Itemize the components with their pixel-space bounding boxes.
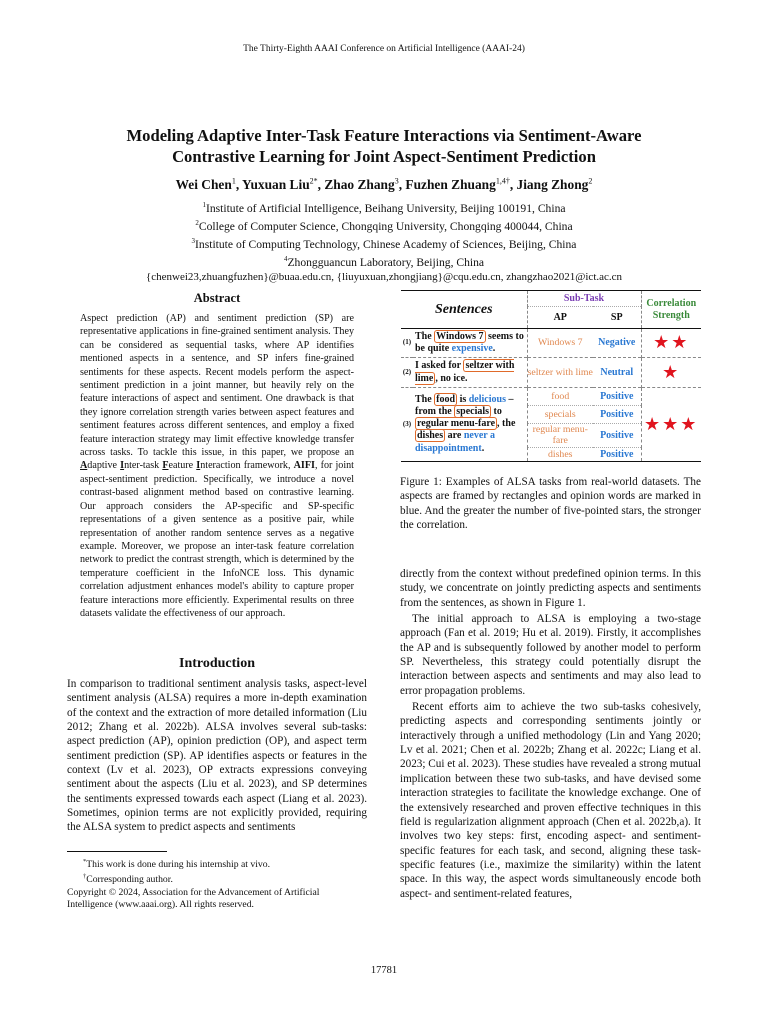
sp-value: Positive	[600, 429, 634, 441]
example-sentence: I asked for seltzer with lime , no ice.	[413, 358, 527, 387]
footnotes	[67, 856, 367, 911]
header-sentences: Sentences	[401, 291, 527, 329]
ap-value: food	[551, 390, 570, 402]
row-number: (2)	[402, 367, 412, 376]
star-icon: ★	[641, 358, 701, 387]
row-number: (3)	[401, 387, 413, 461]
aspect-box: regular menu-fare	[417, 418, 496, 430]
figure-1-caption: Figure 1: Examples of ALSA tasks from real-world datasets. The aspects are framed by rectangles and opinion words are marked in blue. And the greater the number of five-pointed stars, the stronger the correlation.	[400, 476, 701, 532]
title-line-1: Modeling Adaptive Inter-Task Feature Interactions via Sentiment-Aware	[126, 126, 642, 145]
footnote-rule	[67, 851, 167, 852]
example-row-1	[401, 329, 701, 358]
sp-value: Positive	[600, 408, 634, 420]
opinion-word: expensive	[451, 343, 493, 355]
conference-header: The Thirty-Eighth AAAI Conference on Artificial Intelligence (AAAI-24)	[243, 44, 525, 54]
footnote-corresponding: †Corresponding author.	[83, 873, 173, 886]
example-sentence: The food is delicious – from the specials to regular menu-fare , the dishes are never a disappointment.	[413, 387, 527, 461]
author-list	[40, 177, 728, 193]
header-sp: SP	[593, 307, 641, 329]
row-number: (1)	[402, 338, 412, 347]
author: Wei Chen$^1$,	[175, 177, 243, 193]
opinion-word: delicious	[468, 393, 506, 405]
affiliation: $^1$Institute of Artificial Intelligence, Beihang University, Beijing 100191, China	[202, 201, 566, 215]
author: Jiang Zhong$^2$	[516, 177, 593, 193]
introduction-body: In comparison to traditional sentiment analysis tasks, aspect-level sentiment analysis (ALSA) requires a more in-depth examination of the context and the extraction of more detailed information (Liu 2012; Zhang et al. 2022b). ALSA involves several sub-tasks: aspect prediction (AP), opinion prediction (OP), and aspect term sentiment prediction (SP). AP identifies aspects or features in the context (Lv et al. 2023), OP extracts expressions conveying sentiment about the aspects (Liu et al. 2023), and SP determines the sentiments expressed towards each aspect (Liang et al. 2023). Sometimes, opinion terms are not explicitly provided, requiring the ALSA system to predict aspects and sentiments	[67, 678, 367, 834]
author-emails: {chenwei23,zhuangfuzhen}@buaa.edu.cn, {liuyuxuan,zhongjiang}@cqu.edu.cn, zhangzhao2021@ict.ac.cn	[145, 271, 623, 284]
sp-value: Neutral	[600, 366, 634, 378]
header-correlation: Correlation Strength	[641, 291, 701, 329]
author: Yuxuan Liu$^{2*}$,	[242, 177, 325, 193]
abstract-heading: Abstract	[193, 291, 241, 305]
ap-value: regular menu-fare	[532, 423, 588, 447]
aspect-box: seltzer with lime	[415, 360, 515, 384]
example-sentence: The Windows 7 seems to be quite expensive.	[413, 329, 527, 358]
affiliation: $^2$College of Computer Science, Chongqing University, Chongqing 400044, China	[195, 219, 573, 233]
ap-value: specials	[544, 408, 576, 420]
affiliation: $^4$Zhongguancun Laboratory, Beijing, China	[283, 255, 485, 270]
copyright-notice: Copyright © 2024, Association for the Advancement of Artificial Intelligence (www.aaai.org). All rights reserved.	[67, 886, 320, 911]
example-row-3	[401, 387, 701, 405]
footnote-internship: *This work is done during his internship at vivo.	[83, 858, 271, 871]
ap-value: Windows 7	[537, 337, 583, 349]
paper-title	[60, 125, 708, 167]
framework-acronym: AIFI	[293, 460, 315, 472]
example-row-2	[401, 358, 701, 387]
right-column-body	[400, 567, 701, 901]
aspect-box: dishes	[417, 430, 444, 442]
ap-value: seltzer with lime	[527, 366, 593, 378]
affiliations	[40, 198, 728, 285]
star-icon: ★★	[641, 329, 701, 358]
page-number: 17781	[370, 965, 398, 976]
author: Zhao Zhang$^3$,	[324, 177, 406, 193]
abstract-body: Aspect prediction (AP) and sentiment prediction (SP) are representative applications in fine-grained sentiment analysis. They can be considered as sequential tasks, where AP identifies mentioned aspects in a sentence, and SP infers fine-grained sentiments for these aspects. Recent models perform the aspect-sentiment prediction in a joint manner, but heavily rely on the feature interactions of aspect and sentiment. One drawback is that they ignore correlation strength varies between aspect features and sentiment features across different sentences, and employ a fixed feature interaction strategy may limit effective knowledge transfer across tasks. To tackle this issue, in this paper, we propose an Adaptive Inter-task Feature Interaction framework, AIFI, for joint aspect-sentiment prediction. Specifically, we introduce a novel contrast-based alignment method based on contrastive learning. Our approach considers the AP-specific and SP-specific representations of a given sentence as a positive pair, while representation of another random sentence serves as a negative example. Moreover, we propose an inter-task feature correlation network to predict the contrast strength, which is determined by the temperature coefficient in the InfoNCE loss. This dynamic correlation adjustment enhances model's ability to capture proper feature interactions more efficiently. Experimental results on three datasets validate the effectiveness of our approach.	[80, 313, 354, 619]
ap-value: dishes	[548, 448, 573, 460]
sp-value: Negative	[598, 337, 636, 349]
paragraph: Recent efforts aim to achieve the two sub-tasks cohesively, predicting aspects and corresponding sentiments jointly or interactively through a unified methodology (Lin and Yang 2020; Lv et al. 2021; Chen et al. 2022b; Zhang et al. 2022c; Liang et al. 2023; Cui et al. 2023). These studies have revealed a strong mutual implication between these two sub-tasks, and have devised some interaction strategies to facilitate the knowledge exchange. One of the extensively researched and proven effective techniques in this field is regularization alignment approach (Chen et al. 2022b,a). It involves two key steps: first, encoding aspect- and sentiment-specific features for each task, and second, aligning these task-specific features (i.e., maximize the similarity) within the latent space. In this way, the aspect words simultaneously encode both aspect- and sentiment-related features,	[400, 701, 701, 900]
opinion-word: never a disappointment	[415, 430, 496, 454]
sp-value: Positive	[600, 448, 634, 460]
aspect-box: specials	[456, 406, 490, 417]
sp-value: Positive	[600, 390, 634, 402]
aspect-box: Windows 7	[436, 331, 484, 342]
paragraph: The initial approach to ALSA is employing a two-stage approach (Fan et al. 2019; Hu et al. 2019). Firstly, it accomplishes the AP and is subsequently followed by another model to perform SP. Nevertheless, this strategy could potentially disrupt the interaction between aspects and sentiments and may also lead to error propagation problems.	[400, 613, 701, 697]
title-line-2: Contrastive Learning for Joint Aspect-Sentiment Prediction	[172, 147, 596, 166]
figure-1-table	[401, 290, 701, 460]
header-ap: AP	[527, 307, 593, 329]
paragraph: directly from the context without predefined opinion terms. In this study, we concentrate on jointly predicting aspects and sentiments from the sentences, as shown in Figure 1.	[400, 568, 701, 609]
aspect-box: food	[436, 393, 456, 405]
header-subtask: Sub-Task	[527, 291, 641, 307]
introduction-heading: Introduction	[179, 656, 255, 671]
author: Fuzhen Zhuang$^{1,4\dagger}$,	[405, 177, 517, 193]
star-icon: ★★★	[641, 387, 701, 461]
affiliation: $^3$Institute of Computing Technology, Chinese Academy of Sciences, Beijing, China	[191, 237, 577, 251]
